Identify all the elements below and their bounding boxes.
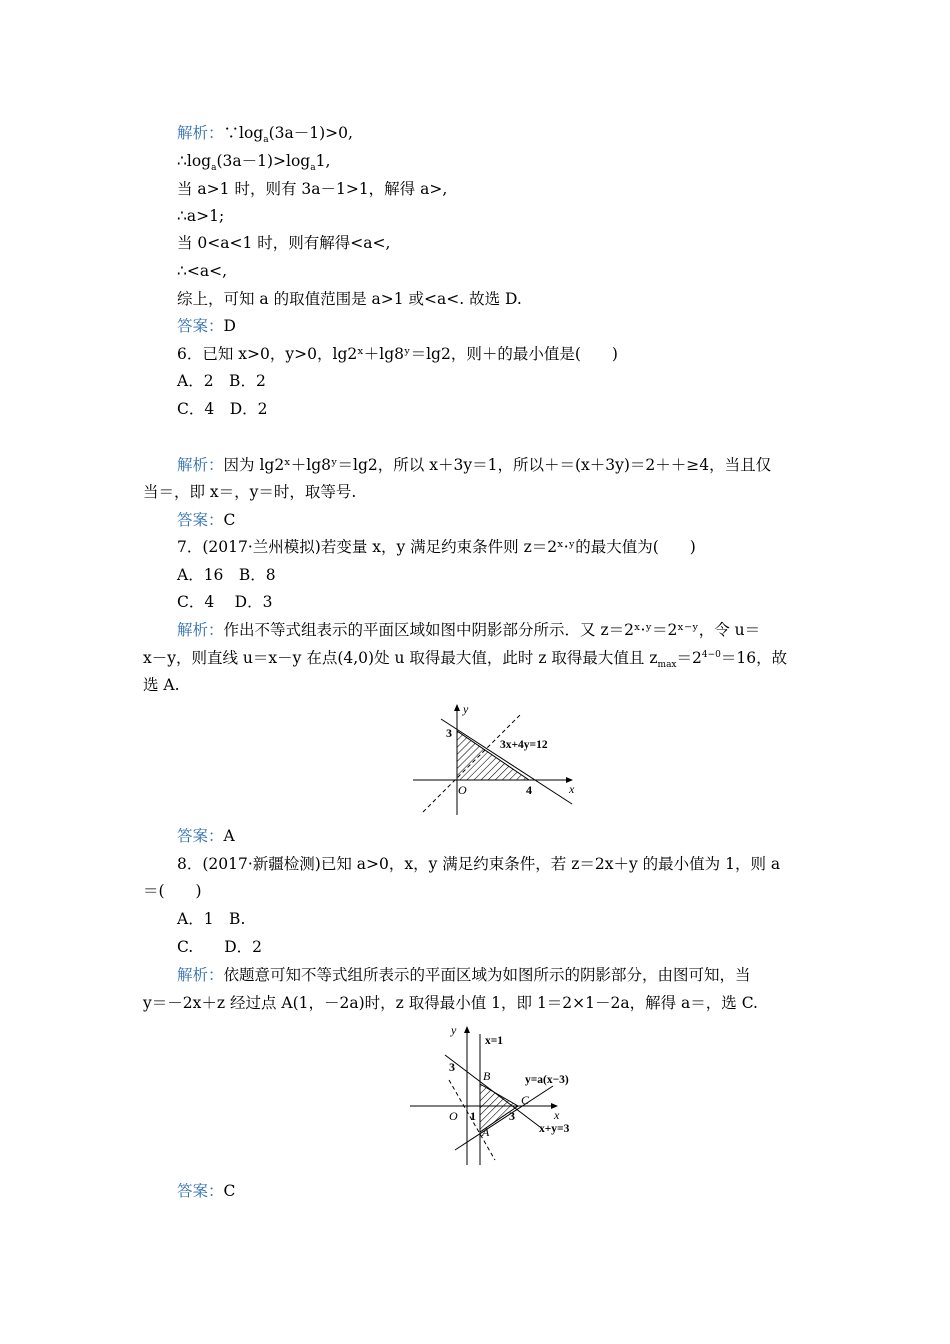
- q8-tick-3-y: 3: [449, 1060, 455, 1074]
- answer-label: 答案：: [177, 827, 224, 845]
- q8-label-xy3: x+y=3: [539, 1123, 570, 1135]
- q6-options-2: C．4 D．2: [177, 400, 268, 418]
- q7-origin-label: O: [458, 783, 467, 797]
- q8-label-yax: y=a(x−3): [525, 1074, 569, 1086]
- analysis-label: 解析：: [177, 966, 224, 984]
- q8-options-2: C. D．2: [177, 938, 263, 956]
- q5-analysis-line-1: 解析：$\because\log_a(3a-1)>0$,: [177, 124, 353, 146]
- q5-analysis-line-3: 当 a>1 时，则有 3a－1>1，解得 a>,: [177, 180, 448, 198]
- q6-analysis-line-1: 解析：因为 lg2ˣ＋lg8ʸ＝lg2，所以 x＋3y＝1，所以＋＝(x＋3y)＝2＋＋≥4，当且仅: [177, 456, 772, 474]
- q8-stem-line-1: 8．(2017·新疆检测)已知 a>0，x，y 满足约束条件，若 z＝2x＋y 的最小值为 1，则 a: [177, 855, 781, 873]
- q7-options-2: C．4 D．3: [177, 593, 273, 611]
- analysis-label: 解析：: [177, 124, 224, 142]
- q8-point-c: C: [521, 1093, 530, 1107]
- q5-analysis-line-4: ∴a>1;: [177, 207, 225, 225]
- q7-answer: 答案：A: [177, 827, 235, 845]
- answer-label: 答案：: [177, 511, 224, 529]
- q5-analysis-line-7: 综上，可知 a 的取值范围是 a>1 或<a<. 故选 D.: [177, 290, 522, 308]
- analysis-label: 解析：: [177, 621, 224, 639]
- q8-figure: [405, 1020, 590, 1170]
- q8-tick-3-x: 3: [509, 1109, 515, 1123]
- q8-stem-line-2: ＝( ): [143, 882, 202, 900]
- q8-tick-1: 1: [470, 1109, 476, 1123]
- q7-stem: 7．(2017·兰州模拟)若变量 x，y 满足约束条件则 z＝2ˣ·ʸ的最大值为( ): [177, 538, 696, 556]
- q8-y-label: y: [451, 1023, 457, 1037]
- answer-label: 答案：: [177, 1182, 224, 1200]
- q8-analysis-line-1: 解析：依题意可知不等式组所表示的平面区域为如图所示的阴影部分，由图可知，当: [177, 966, 751, 984]
- q8-label-x1: x=1: [485, 1035, 504, 1047]
- q6-analysis-line-2: 当＝，即 x＝，y＝时，取等号.: [143, 483, 357, 501]
- q7-tick-3: 3: [446, 726, 452, 740]
- q8-point-a: A: [482, 1125, 490, 1139]
- q8-options-1: A．1 B.: [177, 910, 246, 928]
- q8-origin-label: O: [449, 1109, 458, 1123]
- q8-x-label: x: [554, 1108, 560, 1122]
- q8-analysis-line-2: y＝－2x＋z 经过点 A(1，－2a)时，z 取得最小值 1，即 1＝2×1－2a，解得 a＝，选 C.: [143, 994, 758, 1012]
- q7-analysis-line-1: 解析：作出不等式组表示的平面区域如图中阴影部分所示．又 z＝2ˣ·ʸ＝2ˣ⁻ʸ，令 u＝: [177, 621, 761, 639]
- analysis-label: 解析：: [177, 456, 224, 474]
- q7-options-1: A．16 B．8: [177, 566, 276, 584]
- q7-line-label: 3x+4y=12: [500, 739, 548, 751]
- q8-answer: 答案：C: [177, 1182, 236, 1200]
- q6-stem: 6．已知 x>0，y>0，lg2ˣ＋lg8ʸ＝lg2，则＋的最小值是( ): [177, 345, 618, 363]
- q7-x-label: x: [569, 782, 575, 796]
- answer-label: 答案：: [177, 317, 224, 335]
- q5-answer: 答案：D: [177, 317, 236, 335]
- q8-point-b: B: [483, 1069, 491, 1083]
- q7-figure: [405, 700, 585, 818]
- q7-y-label: y: [463, 702, 469, 716]
- q5-analysis-line-5: 当 0<a<1 时，则有解得<a<,: [177, 234, 391, 252]
- q5-analysis-line-2: $\therefore\log_a(3a-1)>\log_a1$,: [177, 152, 331, 174]
- q7-analysis-line-2: x－y，则直线 u＝x－y 在点(4,0)处 u 取得最大值，此时 z 取得最大值且 $z_{max}=2^{4-0}=16$，故: [143, 649, 788, 671]
- q6-answer: 答案：C: [177, 511, 236, 529]
- q5-analysis-line-6: ∴<a<,: [177, 262, 228, 280]
- q7-analysis-line-3: 选 A.: [143, 676, 180, 694]
- q6-options-1: A．2 B．2: [177, 372, 266, 390]
- q7-tick-4: 4: [526, 783, 532, 797]
